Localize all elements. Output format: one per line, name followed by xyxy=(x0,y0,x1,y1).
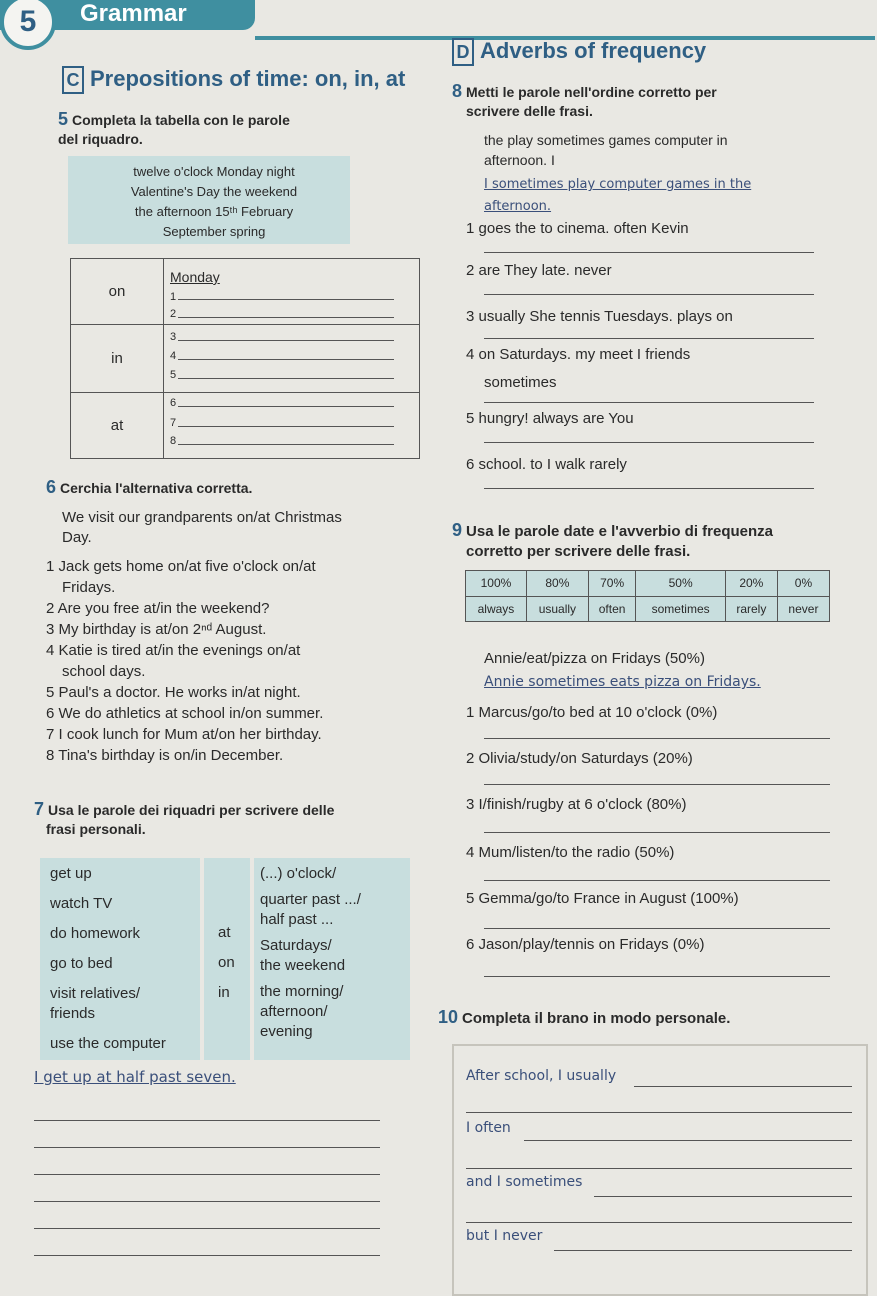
ex9-item: 6 Jason/play/tennis on Fridays (0%) xyxy=(466,936,705,953)
ex8-item: 1 goes the to cinema. often Kevin xyxy=(466,220,689,237)
ex8-item: 4 on Saturdays. my meet I friends xyxy=(466,346,691,363)
ex7-verb: do homework xyxy=(50,925,141,942)
answer-line[interactable] xyxy=(466,1222,852,1223)
ex7-example-answer: I get up at half past seven. xyxy=(34,1068,236,1086)
ex7-time: Saturdays/ xyxy=(260,937,332,954)
freq-percent: 20% xyxy=(725,571,777,597)
table-row-label: on xyxy=(71,259,164,325)
ex6-item[interactable]: 3 My birthday is at/on 2ⁿᵈ August. xyxy=(46,621,267,638)
ex7-preposition: on xyxy=(218,954,235,971)
answer-line[interactable] xyxy=(34,1228,380,1229)
ex6-item-cont: school days. xyxy=(62,663,146,680)
ex9-example-answer: Annie sometimes eats pizza on Fridays. xyxy=(484,674,761,690)
ex8-item: 5 hungry! always are You xyxy=(466,410,634,427)
ex7-preposition-box xyxy=(204,858,250,1060)
answer-line[interactable] xyxy=(34,1147,380,1148)
ex5-number: 5 xyxy=(58,109,69,129)
word-box-line: September spring xyxy=(162,224,266,239)
table-item-number: 7 xyxy=(170,417,177,429)
ex7-time: quarter past .../ xyxy=(260,891,361,908)
ex7-verb: friends xyxy=(50,1005,96,1022)
ex6-example xyxy=(62,508,342,548)
ex8-example-line1: the play sometimes games computer in xyxy=(484,132,728,148)
ex10-instruction xyxy=(438,1008,730,1028)
ex9-item: 2 Olivia/study/on Saturdays (20%) xyxy=(466,750,693,767)
ex7-preposition: in xyxy=(218,984,230,1001)
ex6-instruction xyxy=(46,478,252,498)
ex9-item: 4 Mum/listen/to the radio (50%) xyxy=(466,844,675,861)
answer-line[interactable] xyxy=(466,1112,852,1113)
answer-line[interactable] xyxy=(484,294,814,295)
answer-line[interactable] xyxy=(178,359,394,360)
answer-line[interactable] xyxy=(178,299,394,300)
unit-title: Grammar xyxy=(80,0,187,27)
ex6-number: 6 xyxy=(46,477,57,497)
ex7-time: (...) o'clock/ xyxy=(260,865,337,882)
freq-adverb: usually xyxy=(526,596,588,622)
ex7-times-box xyxy=(254,858,410,1060)
answer-line[interactable] xyxy=(594,1196,852,1197)
section-d-letter: D xyxy=(452,38,474,66)
ex8-item: 6 school. to I walk rarely xyxy=(466,456,627,473)
ex6-item[interactable]: 2 Are you free at/in the weekend? xyxy=(46,600,270,617)
answer-line[interactable] xyxy=(178,444,394,445)
freq-adverb: sometimes xyxy=(636,596,725,622)
section-c-text: Prepositions of time: on, in, at xyxy=(90,66,406,91)
ex10-prompt: and I sometimes xyxy=(466,1174,583,1190)
ex6-item[interactable]: 1 Jack gets home on/at five o'clock on/at xyxy=(46,558,316,575)
table-answer-cell xyxy=(164,259,420,325)
ex10-instruction-text: Completa il brano in modo personale. xyxy=(462,1010,731,1027)
freq-adverb: always xyxy=(466,596,527,622)
table-item-number: 1 xyxy=(170,291,177,303)
ex6-example-line2: Day. xyxy=(62,529,92,546)
ex9-instruction-line2: corretto per scrivere delle frasi. xyxy=(466,543,691,560)
section-d-title xyxy=(452,38,706,66)
ex7-verb: use the computer xyxy=(50,1035,166,1052)
table-answer-cell xyxy=(164,393,420,459)
table-row-label: at xyxy=(71,393,164,459)
answer-line[interactable] xyxy=(34,1255,380,1256)
ex6-item-cont: Fridays. xyxy=(62,579,116,596)
answer-line[interactable] xyxy=(484,338,814,339)
ex9-item: 5 Gemma/go/to France in August (100%) xyxy=(466,890,739,907)
freq-adverb: rarely xyxy=(725,596,777,622)
ex6-item[interactable]: 8 Tina's birthday is on/in December. xyxy=(46,747,284,764)
answer-line[interactable] xyxy=(484,928,830,929)
ex7-time: evening xyxy=(260,1023,313,1040)
table-item-number: 4 xyxy=(170,350,177,362)
ex7-instruction-line1: Usa le parole dei riquadri per scrivere delle xyxy=(48,802,335,818)
ex7-number: 7 xyxy=(34,799,45,819)
answer-line[interactable] xyxy=(484,488,814,489)
ex8-instruction xyxy=(452,82,717,121)
ex6-items xyxy=(46,556,323,766)
table-answer-cell xyxy=(164,325,420,393)
ex10-writing-frame xyxy=(452,1044,868,1296)
ex9-frequency-table xyxy=(465,570,830,622)
answer-line[interactable] xyxy=(178,378,394,379)
section-c-letter: C xyxy=(62,66,84,94)
answer-line[interactable] xyxy=(484,880,830,881)
freq-percent: 100% xyxy=(466,571,527,597)
ex5-instruction-line2: del riquadro. xyxy=(58,131,143,147)
ex7-verb: go to bed xyxy=(50,955,113,972)
ex7-time: the weekend xyxy=(260,957,346,974)
ex8-instruction-line1: Metti le parole nell'ordine corretto per xyxy=(466,84,717,100)
ex7-verb: get up xyxy=(50,865,92,882)
ex8-example-line2: afternoon. I xyxy=(484,152,555,168)
table-row-label: in xyxy=(71,325,164,393)
ex10-prompt: After school, I usually xyxy=(466,1068,617,1084)
ex5-instruction xyxy=(58,110,290,149)
ex10-prompt: I often xyxy=(466,1120,511,1136)
answer-line[interactable] xyxy=(484,976,830,977)
ex5-table xyxy=(70,258,420,459)
ex7-verbs-box xyxy=(40,858,200,1060)
section-c-title xyxy=(62,66,405,94)
word-box-line: twelve o'clock Monday night xyxy=(133,164,295,179)
ex7-time: half past ... xyxy=(260,911,334,928)
answer-line[interactable] xyxy=(34,1120,380,1121)
ex7-preposition: at xyxy=(218,924,231,941)
ex9-instruction xyxy=(452,520,773,562)
answer-line[interactable] xyxy=(484,442,814,443)
ex8-example-answer-line2: afternoon. xyxy=(484,199,552,214)
ex9-example: Annie/eat/pizza on Fridays (50%) xyxy=(484,650,705,667)
ex7-instruction-line2: frasi personali. xyxy=(46,821,146,837)
ex10-prompt: but I never xyxy=(466,1228,543,1244)
answer-line[interactable] xyxy=(484,832,830,833)
ex8-item-cont: sometimes xyxy=(484,374,557,391)
ex6-item[interactable]: 4 Katie is tired at/in the evenings on/at xyxy=(46,642,301,659)
answer-line[interactable] xyxy=(466,1168,852,1169)
ex9-item: 3 I/finish/rugby at 6 o'clock (80%) xyxy=(466,796,687,813)
table-example: Monday xyxy=(170,269,220,285)
answer-line[interactable] xyxy=(34,1201,380,1202)
section-d-text: Adverbs of frequency xyxy=(480,38,707,63)
answer-line[interactable] xyxy=(178,426,394,427)
table-item-number: 8 xyxy=(170,435,177,447)
answer-line[interactable] xyxy=(34,1174,380,1175)
ex8-example xyxy=(484,130,728,170)
ex9-item: 1 Marcus/go/to bed at 10 o'clock (0%) xyxy=(466,704,718,721)
word-box-line: the afternoon 15ᵗʰ February xyxy=(134,204,294,219)
ex6-item[interactable]: 5 Paul's a doctor. He works in/at night. xyxy=(46,684,301,701)
answer-line[interactable] xyxy=(178,317,394,318)
freq-adverb: often xyxy=(588,596,636,622)
answer-line[interactable] xyxy=(178,340,394,341)
ex6-item[interactable]: 6 We do athletics at school in/on summer. xyxy=(46,705,324,722)
ex8-instruction-line2: scrivere delle frasi. xyxy=(466,103,593,119)
ex5-word-box xyxy=(68,156,350,244)
freq-percent: 0% xyxy=(777,571,829,597)
answer-line[interactable] xyxy=(178,406,394,407)
ex8-example-answer-line1: I sometimes play computer games in the xyxy=(484,177,752,192)
word-box-line: Valentine's Day the weekend xyxy=(130,184,298,199)
table-item-number: 6 xyxy=(170,397,177,409)
freq-adverb: never xyxy=(777,596,829,622)
ex7-time: afternoon/ xyxy=(260,1003,328,1020)
ex9-number: 9 xyxy=(452,520,463,540)
answer-line[interactable] xyxy=(554,1250,852,1251)
ex6-item[interactable]: 7 I cook lunch for Mum at/on her birthday. xyxy=(46,726,322,743)
ex7-verb: visit relatives/ xyxy=(50,985,141,1002)
answer-line[interactable] xyxy=(634,1086,852,1087)
answer-line[interactable] xyxy=(484,252,814,253)
ex5-instruction-line1: Completa la tabella con le parole xyxy=(72,112,290,128)
freq-percent: 50% xyxy=(636,571,725,597)
table-item-number: 5 xyxy=(170,369,177,381)
ex9-instruction-line1: Usa le parole date e l'avverbio di frequenza xyxy=(466,523,774,540)
ex8-number: 8 xyxy=(452,81,463,101)
freq-percent: 70% xyxy=(588,571,636,597)
ex10-number: 10 xyxy=(438,1007,459,1027)
unit-number-badge: 5 xyxy=(0,0,56,50)
ex8-item: 3 usually She tennis Tuesdays. plays on xyxy=(466,308,733,325)
ex8-item: 2 are They late. never xyxy=(466,262,612,279)
ex6-example-line1: We visit our grandparents on/at Christmas xyxy=(62,509,342,526)
answer-line[interactable] xyxy=(484,738,830,739)
freq-percent: 80% xyxy=(526,571,588,597)
answer-line[interactable] xyxy=(524,1140,852,1141)
ex8-example-answer xyxy=(484,174,751,218)
ex7-verb: watch TV xyxy=(50,895,113,912)
ex7-instruction xyxy=(34,800,334,839)
ex7-time: the morning/ xyxy=(260,983,344,1000)
table-item-number: 3 xyxy=(170,331,177,343)
ex6-instruction-text: Cerchia l'alternativa corretta. xyxy=(60,480,253,496)
table-item-number: 2 xyxy=(170,308,177,320)
answer-line[interactable] xyxy=(484,402,814,403)
answer-line[interactable] xyxy=(484,784,830,785)
